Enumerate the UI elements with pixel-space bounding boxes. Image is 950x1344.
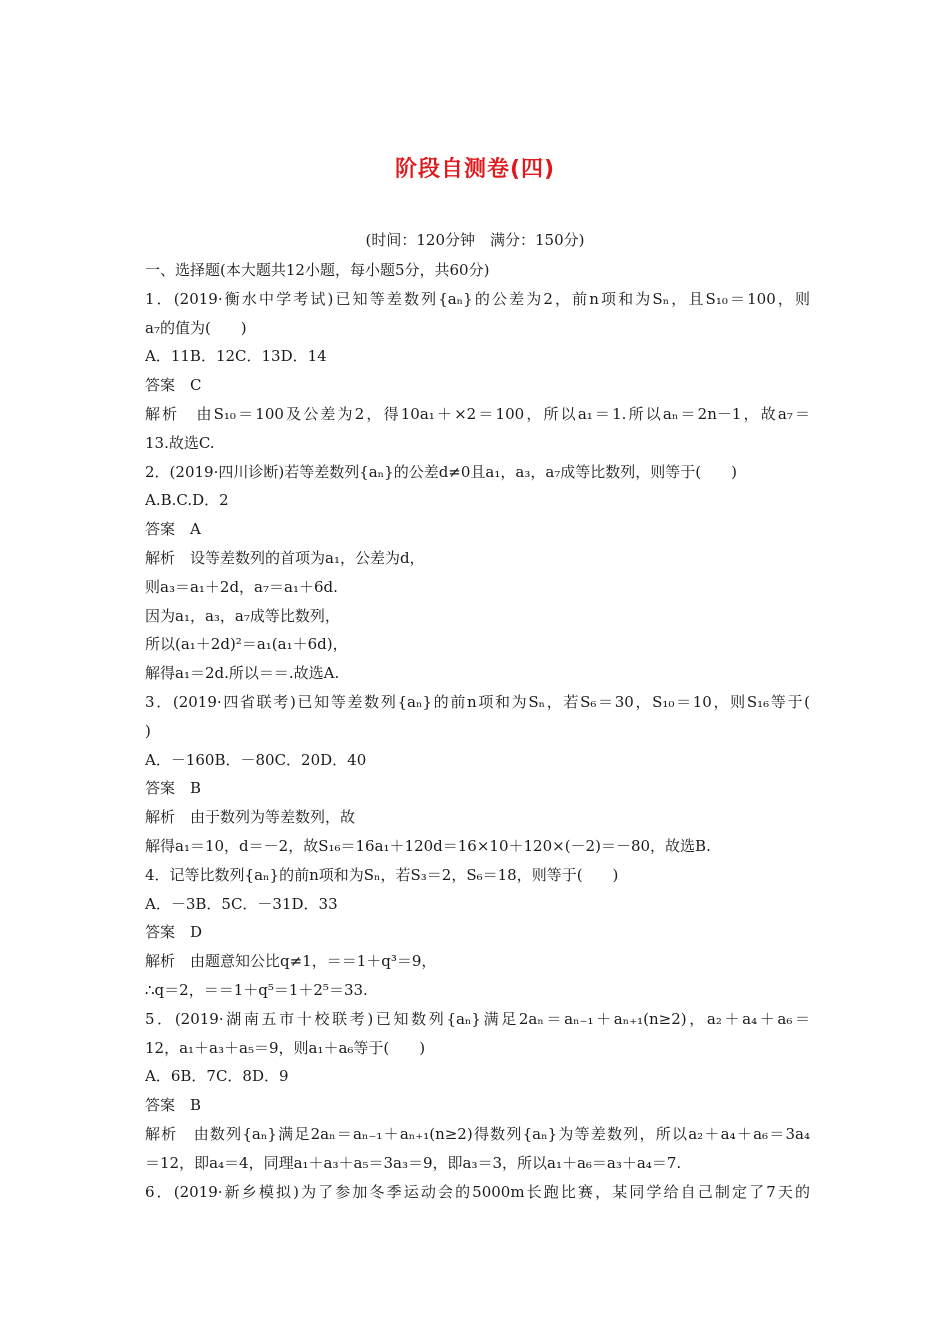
text-line: 答案 B [145,779,202,798]
text-line: 所以(a₁＋2d)²＝a₁(a₁＋6d)， [145,635,348,654]
text-line: 1．(2019·衡水中学考试)已知等差数列{aₙ}的公差为2，前n项和为Sₙ，且S₁₀＝100，则 [145,289,810,308]
text-line: 解得a₁＝2d.所以＝＝.故选A. [145,664,340,683]
text-line: ∴q＝2，＝＝1＋q⁵＝1＋2⁵＝33. [145,980,368,999]
text-line: A．6B．7C．8D．9 [145,1067,289,1086]
text-line: 解析 由数列{aₙ}满足2aₙ＝aₙ₋₁＋aₙ₊₁(n≥2)得数列{aₙ}为等差数列，所以a₂＋a₄＋a₆＝3a₄ [145,1124,810,1143]
text-line: 12，a₁＋a₃＋a₅＝9，则a₁＋a₆等于( ) [145,1038,426,1057]
text-line: 答案 C [145,376,202,395]
text-line: 3．(2019·四省联考)已知等差数列{aₙ}的前n项和为Sₙ，若S₆＝30，S₁₀＝10，则S₁₆等于( [145,692,810,711]
text-line: 4．记等比数列{aₙ}的前n项和为Sₙ，若S₃＝2，S₆＝18，则等于( ) [145,865,619,884]
text-line: 因为a₁，a₃，a₇成等比数列， [145,606,340,625]
text-line: A．－160B．－80C．20D．40 [145,750,367,769]
text-line: 答案 D [145,923,203,942]
page-title: 阶段自测卷(四) [394,157,556,182]
text-line: 则a₃＝a₁＋2d，a₇＝a₁＋6d. [145,577,338,596]
text-line: 解析 由题意知公比q≠1，＝＝1＋q³＝9， [145,952,437,971]
text-line: 解得a₁＝10，d＝－2，故S₁₆＝16a₁＋120d＝16×10＋120×(－2)＝－80，故选B. [145,836,711,855]
text-line: 答案 A [145,520,201,539]
text-line: 一、选择题(本大题共12小题，每小题5分，共60分) [145,261,490,279]
document-body [145,256,810,1206]
text-line: A.B.C.D．2 [145,491,229,510]
text-line: 6．(2019·新乡模拟)为了参加冬季运动会的5000m长跑比赛，某同学给自己制定了7天的 [145,1182,810,1201]
exam-info: (时间：120分钟 满分：150分) [365,231,585,249]
text-line: 解析 设等差数列的首项为a₁，公差为d， [145,548,425,567]
text-line: 2．(2019·四川诊断)若等差数列{aₙ}的公差d≠0且a₁，a₃，a₇成等比数列，则等于( ) [145,462,737,481]
text-line: 答案 B [145,1096,202,1115]
text-line: 解析 由S₁₀＝100及公差为2，得10a₁＋×2＝100，所以a₁＝1.所以aₙ＝2n－1，故a₇＝ [145,404,810,423]
text-line: a₇的值为( ) [145,318,247,337]
text-line: ＝12，即a₄＝4，同理a₁＋a₃＋a₅＝3a₃＝9，即a₃＝3，所以a₁＋a₆＝a₃＋a₄＝7. [145,1153,682,1172]
text-line: ) [145,721,151,740]
text-line: 13.故选C. [145,433,215,452]
text-line: A．11B．12C．13D．14 [145,347,327,366]
text-line: 5．(2019·湖南五市十校联考)已知数列{aₙ}满足2aₙ＝aₙ₋₁＋aₙ₊₁(n≥2)，a₂＋a₄＋a₆＝ [145,1009,810,1028]
text-line: 解析 由于数列为等差数列，故 [145,808,356,827]
text-line: A．－3B．5C．－31D．33 [145,894,338,913]
